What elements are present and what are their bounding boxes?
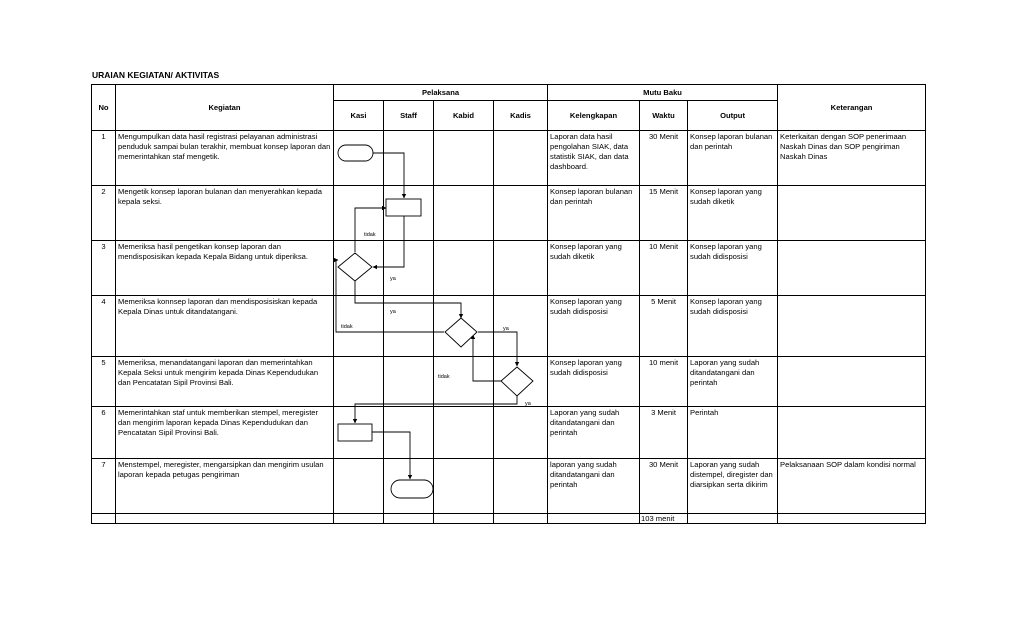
label-tidak-1: tidak xyxy=(364,232,376,238)
row-no: 3 xyxy=(92,241,116,296)
label-ya-3: ya xyxy=(503,326,509,332)
table-row xyxy=(92,296,926,357)
lane-kasi xyxy=(334,296,384,357)
row-no: 2 xyxy=(92,186,116,241)
header-mutu-baku: Mutu Baku xyxy=(548,85,778,101)
row-keterangan xyxy=(778,241,926,296)
lane-kabid xyxy=(434,186,494,241)
header-staff: Staff xyxy=(384,101,434,131)
lane-staff xyxy=(384,459,434,514)
document-title: URAIAN KEGIATAN/ AKTIVITAS xyxy=(92,70,220,80)
row-keterangan: Keterkaitan dengan SOP penerimaan Naskah Dinas dan SOP pengiriman Naskah Dinas xyxy=(778,131,926,186)
row-kegiatan: Menstempel, meregister, mengarsipkan dan mengirim usulan laporan kepada petugas pengiriman xyxy=(116,459,334,514)
row-no: 6 xyxy=(92,407,116,459)
row-waktu: 30 Menit xyxy=(640,459,688,514)
lane-staff xyxy=(384,241,434,296)
row-keterangan xyxy=(778,296,926,357)
label-ya-2: ya xyxy=(390,309,396,315)
header-kegiatan: Kegiatan xyxy=(116,85,334,131)
row-waktu: 30 Menit xyxy=(640,131,688,186)
row-output: Perintah xyxy=(688,407,778,459)
lane-kadis xyxy=(494,357,548,407)
lane-staff xyxy=(384,407,434,459)
lane-staff xyxy=(384,357,434,407)
row-kelengkapan: Laporan data hasil pengolahan SIAK, data statistik SIAK, dan data dashboard. xyxy=(548,131,640,186)
table-row xyxy=(92,186,926,241)
row-output: Konsep laporan yang sudah didisposisi xyxy=(688,296,778,357)
row-output: Konsep laporan yang sudah diketik xyxy=(688,186,778,241)
row-no: 7 xyxy=(92,459,116,514)
row-kelengkapan: laporan yang sudah ditandatangani dan perintah xyxy=(548,459,640,514)
row-keterangan xyxy=(778,407,926,459)
table-row xyxy=(92,357,926,407)
header-pelaksana: Pelaksana xyxy=(334,85,548,101)
row-keterangan xyxy=(778,186,926,241)
lane-kabid xyxy=(434,296,494,357)
row-waktu: 10 menit xyxy=(640,357,688,407)
lane-kadis xyxy=(494,407,548,459)
lane-staff xyxy=(384,296,434,357)
row-no: 5 xyxy=(92,357,116,407)
sop-table xyxy=(91,84,926,524)
lane-kasi xyxy=(334,131,384,186)
table-total-row xyxy=(92,514,926,524)
header-kelengkapan: Kelengkapan xyxy=(548,101,640,131)
lane-kabid xyxy=(434,357,494,407)
row-waktu: 10 Menit xyxy=(640,241,688,296)
row-output: Laporan yang sudah distempel, diregister dan diarsipkan serta dikirim xyxy=(688,459,778,514)
lane-kasi xyxy=(334,459,384,514)
table-row xyxy=(92,407,926,459)
row-waktu: 5 Menit xyxy=(640,296,688,357)
label-tidak-2: tidak xyxy=(341,324,353,330)
lane-kadis xyxy=(494,296,548,357)
header-waktu: Waktu xyxy=(640,101,688,131)
lane-kadis xyxy=(494,459,548,514)
row-output: Konsep laporan bulanan dan perintah xyxy=(688,131,778,186)
lane-kadis xyxy=(494,186,548,241)
header-kasi: Kasi xyxy=(334,101,384,131)
row-kelengkapan: Konsep laporan bulanan dan perintah xyxy=(548,186,640,241)
lane-staff xyxy=(384,186,434,241)
lane-kadis xyxy=(494,241,548,296)
row-kelengkapan: Konsep laporan yang sudah diketik xyxy=(548,241,640,296)
row-no: 1 xyxy=(92,131,116,186)
row-kelengkapan: Konsep laporan yang sudah didisposisi xyxy=(548,296,640,357)
header-keterangan: Keterangan xyxy=(778,85,926,131)
row-kegiatan: Mengumpulkan data hasil registrasi pelayanan administrasi penduduk sampai bulan terakhir, membuat konsep laporan dan memerintahkan staf mengetik. xyxy=(116,131,334,186)
lane-kasi xyxy=(334,357,384,407)
lane-kabid xyxy=(434,241,494,296)
total-waktu: 103 menit xyxy=(640,514,688,524)
header-no: No xyxy=(92,85,116,131)
row-kegiatan: Memeriksa, menandatangani laporan dan memerintahkan Kepala Seksi untuk mengirim kepada Dinas Kependudukan dan Pencatatan Sipil Provinsi Bali. xyxy=(116,357,334,407)
row-kegiatan: Mengetik konsep laporan bulanan dan menyerahkan kepada kepala seksi. xyxy=(116,186,334,241)
lane-kabid xyxy=(434,407,494,459)
lane-staff xyxy=(384,131,434,186)
row-waktu: 3 Menit xyxy=(640,407,688,459)
header-output: Output xyxy=(688,101,778,131)
table-row xyxy=(92,241,926,296)
lane-kabid xyxy=(434,131,494,186)
header-kabid: Kabid xyxy=(434,101,494,131)
row-output: Konsep laporan yang sudah didisposisi xyxy=(688,241,778,296)
row-kegiatan: Memeriksa hasil pengetikan konsep laporan dan mendisposisikan kepada Kepala Bidang untuk diperiksa. xyxy=(116,241,334,296)
header-kadis: Kadis xyxy=(494,101,548,131)
row-no: 4 xyxy=(92,296,116,357)
lane-kasi xyxy=(334,407,384,459)
row-keterangan xyxy=(778,357,926,407)
row-kelengkapan: Laporan yang sudah ditandatangani dan perintah xyxy=(548,407,640,459)
label-ya-1: ya xyxy=(390,276,396,282)
table-row xyxy=(92,131,926,186)
row-kegiatan: Memerintahkan staf untuk memberikan stempel, meregister dan mengirim laporan kepada Dinas Kependudukan dan Pencatatan Sipil Provinsi Bali. xyxy=(116,407,334,459)
lane-kasi xyxy=(334,241,384,296)
row-keterangan: Pelaksanaan SOP dalam kondisi normal xyxy=(778,459,926,514)
row-kelengkapan: Konsep laporan yang sudah didisposisi xyxy=(548,357,640,407)
lane-kasi xyxy=(334,186,384,241)
lane-kabid xyxy=(434,459,494,514)
row-waktu: 15 Menit xyxy=(640,186,688,241)
row-kegiatan: Memeriksa konnsep laporan dan mendisposisiskan kepada Kepala Dinas untuk ditandatangani. xyxy=(116,296,334,357)
label-tidak-3: tidak xyxy=(438,374,450,380)
label-ya-4: ya xyxy=(525,401,531,407)
table-row xyxy=(92,459,926,514)
row-output: Laporan yang sudah ditandatangani dan perintah xyxy=(688,357,778,407)
lane-kadis xyxy=(494,131,548,186)
